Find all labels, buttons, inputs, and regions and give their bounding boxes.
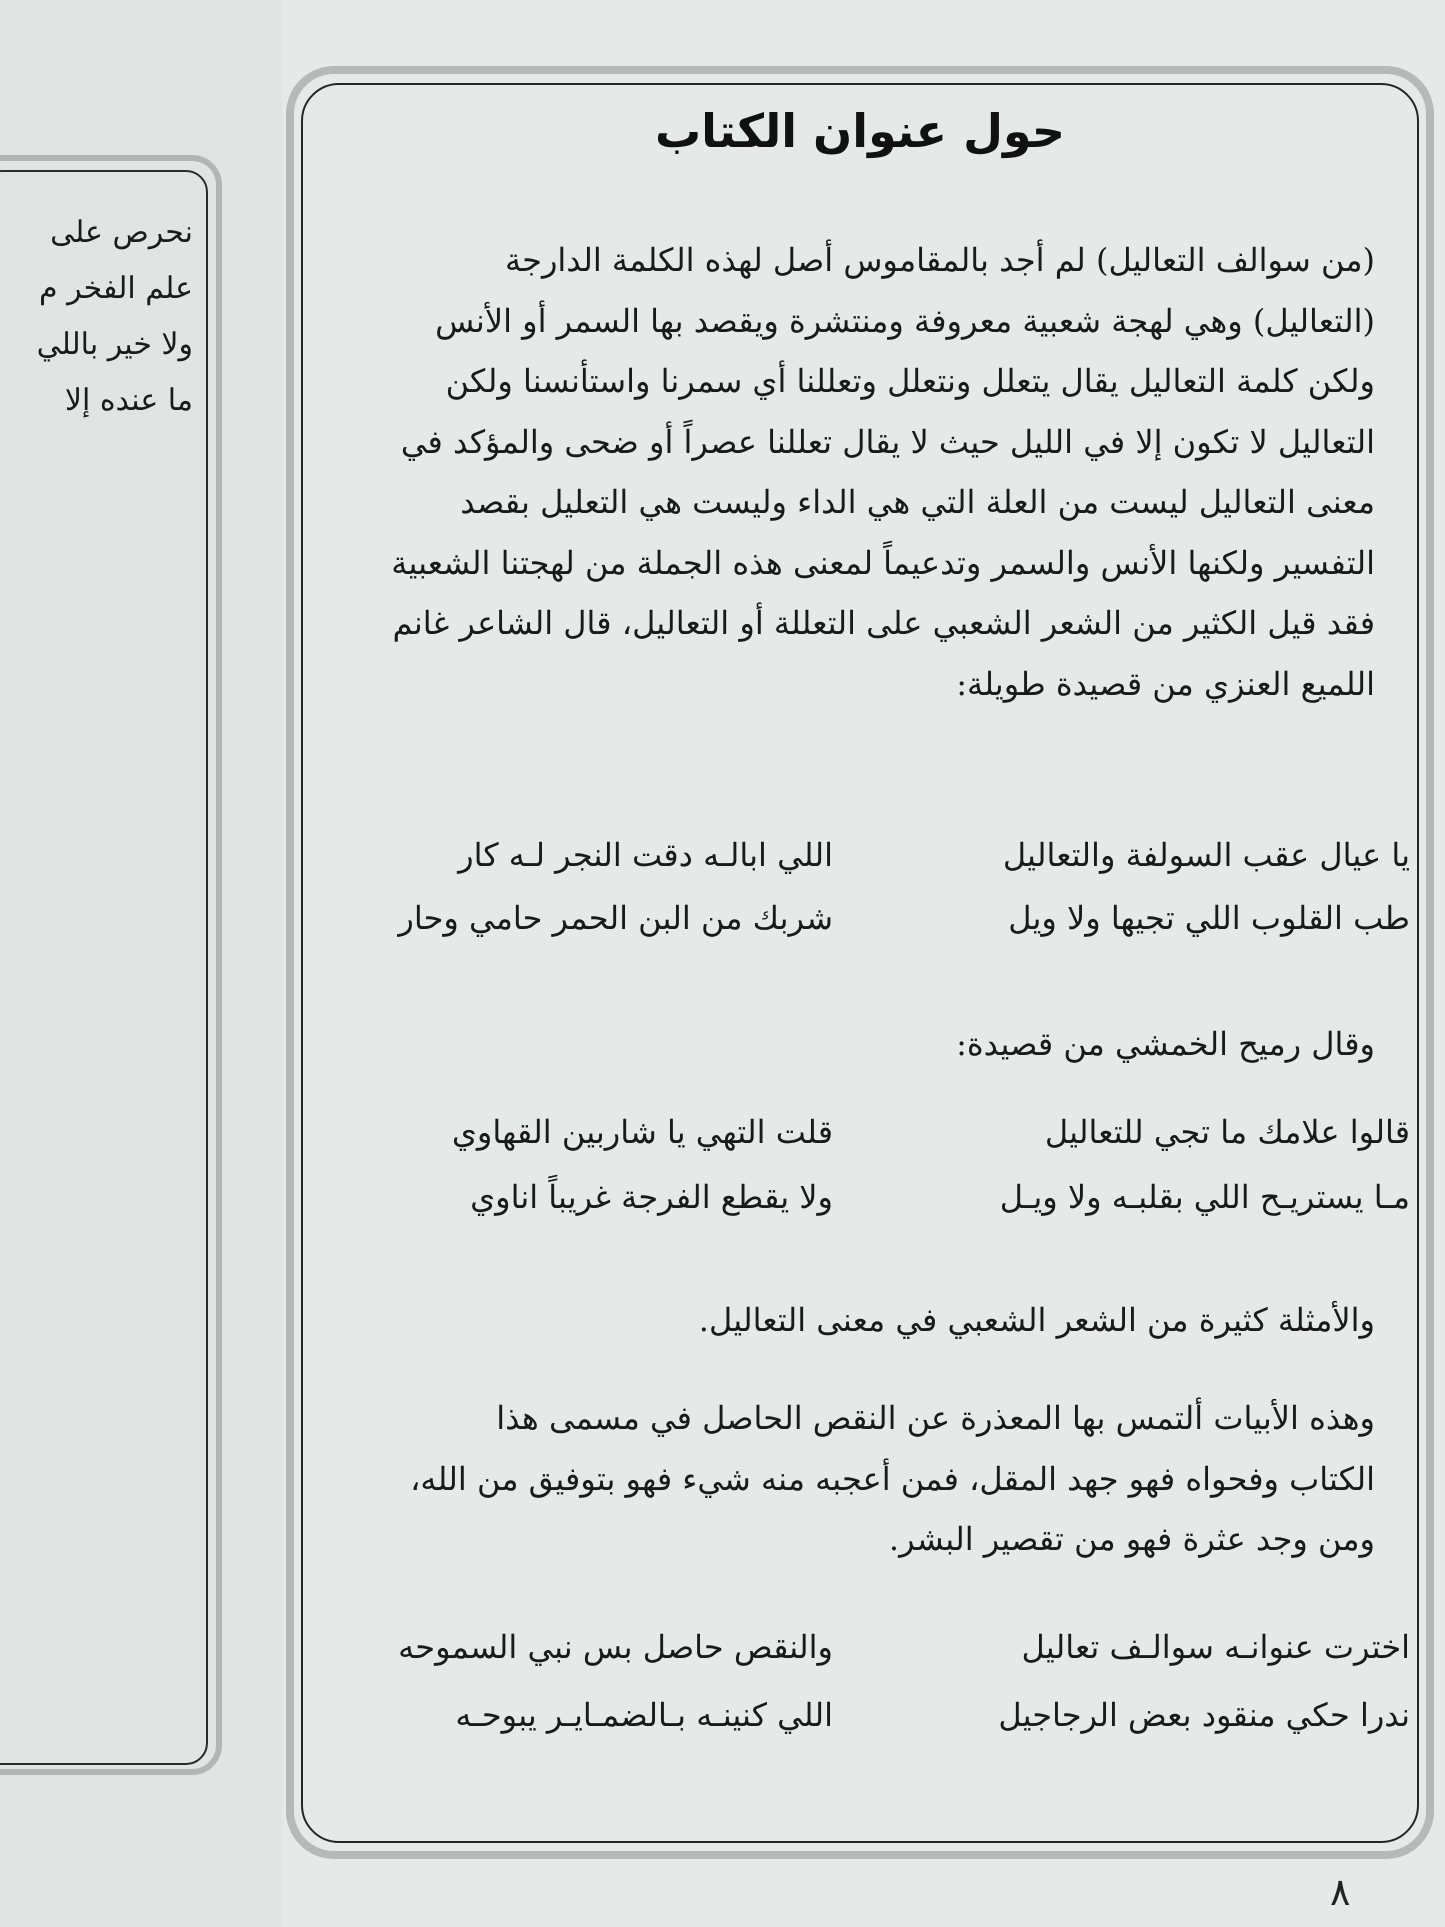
poem-2-intro [275,1014,1375,1075]
poem-2-verse-2 [305,1178,1410,1238]
text-line: فقد قيل الكثير من الشعر الشعبي على التعللة أو التعاليل، قال الشاعر غانم [392,604,1375,642]
verse-first-hemistich: طب القلوب اللي تجيها ولا ويل [1008,899,1410,937]
page-title: حول عنوان الكتاب [654,104,1066,158]
poem-1-verse-2 [305,899,1410,959]
left-page [0,0,285,1927]
verse-second-hemistich: قلت التهي يا شاربين القهاوي [451,1113,833,1151]
text-line: اللميع العنزي من قصيدة طويلة: [956,664,1375,703]
verse-first-hemistich: مـا يستريـح اللي بقلبـه ولا ويـل [999,1178,1410,1216]
left-page-line: علم الفخر م [38,271,193,306]
poem-2-verse-1 [305,1113,1410,1173]
text-line: والأمثلة كثيرة من الشعر الشعبي في معنى التعاليل. [698,1301,1375,1339]
verse-second-hemistich: اللي كنينـه بـالضمـايـر يبوحـه [455,1696,833,1734]
poem-1-verse-1 [305,836,1410,896]
verse-second-hemistich: اللي ابالـه دقت النجر لـه كار [458,836,833,874]
page-number: ٨ [1330,1870,1351,1914]
verse-first-hemistich: ندرا حكي منقود بعض الرجاجيل [998,1696,1410,1734]
verse-second-hemistich: شربك من البن الحمر حامي وحار [398,899,833,937]
left-page-text [37,205,193,429]
text-line: (التعاليل) وهي لهجة شعبية معروفة ومنتشرة ويقصد بها السمر أو الأنس [435,301,1375,340]
poem-3-verse-1 [305,1628,1410,1688]
verse-first-hemistich: يا عيال عقب السولفة والتعاليل [1002,836,1410,874]
text-line: الكتاب وفحواه فهو جهد المقل، فمن أعجبه منه شيء فهو بتوفيق من الله، [410,1459,1375,1498]
poem-3-verse-2 [305,1696,1410,1756]
verse-second-hemistich: والنقص حاصل بس نبي السموحه [398,1628,833,1666]
text-line: وقال رميح الخمشي من قصيدة: [956,1025,1375,1063]
left-page-line: ما عنده إلا [64,383,193,418]
examples-line [275,1290,1375,1351]
paragraph-2 [275,1388,1375,1570]
text-line: التعاليل لا تكون إلا في الليل حيث لا يقال تعللنا عصراً أو ضحى والمؤكد في [400,422,1375,461]
text-line: التفسير ولكنها الأنس والسمر وتدعيماً لمعنى هذه الجملة من لهجتنا الشعبية [391,543,1375,582]
text-line: وهذه الأبيات ألتمس بها المعذرة عن النقص الحاصل في مسمى هذا [496,1399,1375,1437]
left-page-line: ولا خير باللي [36,327,193,362]
text-line: (من سوالف التعاليل) لم أجد بالمقاموس أصل لهذه الكلمة الدارجة [505,241,1375,279]
verse-second-hemistich: ولا يقطع الفرجة غريباً اناوي [470,1178,833,1216]
text-line: معنى التعاليل ليست من العلة التي هي الداء وليست هي التعليل بقصد [460,483,1375,521]
left-page-line: نحرص على [50,215,193,250]
verse-first-hemistich: اخترت عنوانـه سوالـف تعاليل [1021,1628,1410,1666]
verse-first-hemistich: قالوا علامك ما تجي للتعاليل [1044,1113,1410,1151]
text-line: ولكن كلمة التعاليل يقال يتعلل ونتعلل وتعللنا أي سمرنا واستأنسنا ولكن [445,362,1375,400]
paragraph-1 [275,230,1375,714]
text-line: ومن وجد عثرة فهو من تقصير البشر. [888,1520,1375,1558]
